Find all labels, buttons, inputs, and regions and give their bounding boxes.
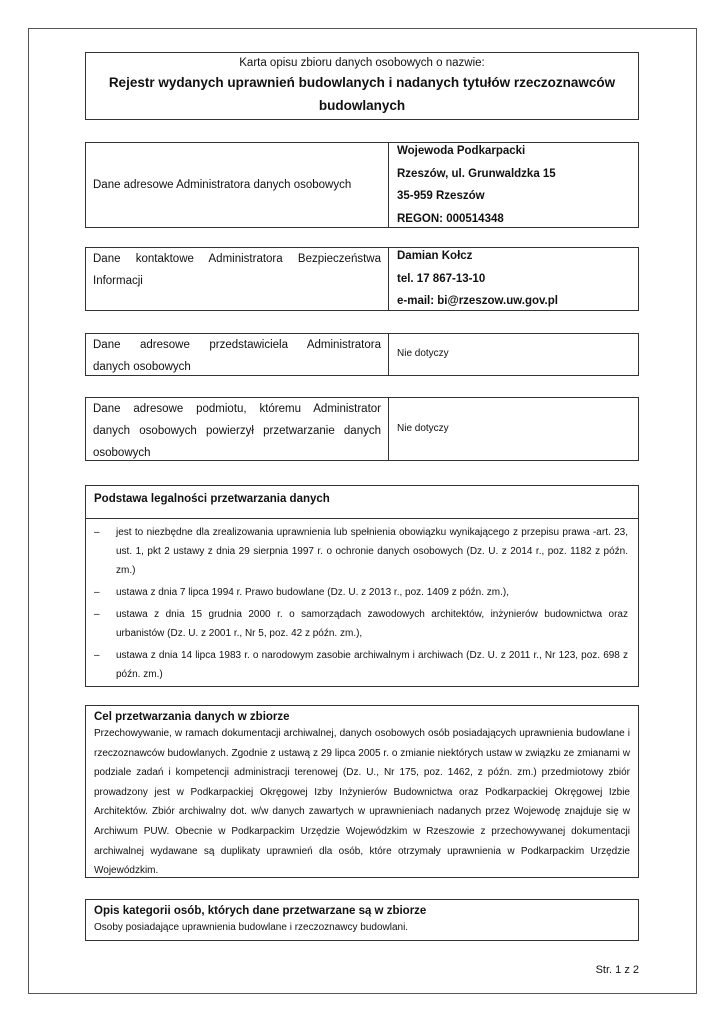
- purpose-text: Przechowywanie, w ramach dokumentacji archiwalnej, danych osobowych osób posiadających uprawnienia budowlane i rzeczoznawców budowlanych. Zgodnie z ustawą z 29 lipca 2005 r. o zmianie niektórych ustaw w związku ze zmianami w podziale zadań i kompetencji administracji terenowej (Dz. U., Nr 175, poz. 1462, z późn. zm.) przedmiotowy zbiór prowadzony jest w Podkarpackiej Okręgowej Izby Inżynierów Budownictwa oraz Podkarpackiej Okręgowej Izbie Architektów. Zbiór archiwalny dot. w/w danych zawartych w uprawnieniach nadanych przez Wojewodę znajduje się w Archiwum PUW. Obecnie w Podkarpackim Urzędzie Wojewódzkim w Rzeszowie z przechowywanej dokumentacji archiwalnej wydawane są duplikaty uprawnień dla osób, które otrzymały uprawnienia w Podkarpackim Urzędzie Wojewódzkim.: [94, 728, 630, 877]
- rep-label-line2: danych osobowych: [93, 361, 191, 373]
- dash-marker: –: [94, 650, 100, 661]
- admin-street: Rzeszów, ul. Grunwaldzka 15: [397, 167, 556, 180]
- representative-label: [86, 334, 389, 375]
- admin-address-label: Dane adresowe Administratora danych osobowych: [86, 143, 389, 227]
- purpose-heading: Cel przetwarzania danych w zbiorze: [94, 711, 290, 723]
- legal-basis-item: [86, 583, 638, 602]
- categories-text: Osoby posiadające uprawnienia budowlane i rzeczoznawcy budowlani.: [94, 922, 409, 933]
- purpose-section: [85, 705, 639, 878]
- page-number: Str. 1 z 2: [595, 964, 639, 976]
- legal-basis-section: [85, 485, 639, 687]
- admin-name: Wojewoda Podkarpacki: [397, 145, 526, 157]
- abi-contact-label: [86, 248, 389, 310]
- rep-label-line1: Dane adresowe przedstawiciela Administratora: [93, 339, 381, 351]
- abi-label-line2: Informacji: [93, 275, 143, 287]
- admin-address-table: [85, 142, 639, 228]
- dash-marker: –: [94, 527, 100, 538]
- categories-heading: Opis kategorii osób, których dane przetwarzane są w zbiorze: [94, 905, 427, 917]
- proc-label-line1: Dane adresowe podmiotu, któremu Administrator: [93, 403, 381, 415]
- abi-contact-table: [85, 247, 639, 311]
- admin-address-value: [389, 143, 638, 227]
- representative-value: Nie dotyczy: [397, 348, 449, 360]
- pre-title: Karta opisu zbioru danych osobowych o nazwie:: [239, 57, 485, 69]
- legal-basis-item-text: ustawa z dnia 14 lipca 1983 r. o narodowym zasobie archiwalnym i archiwach (Dz. U. z 2011 r., Nr 123, poz. 698 z późn. zm.): [116, 650, 628, 680]
- abi-contact-value: [389, 248, 638, 310]
- legal-basis-item: [86, 605, 638, 643]
- dash-marker: –: [94, 609, 100, 620]
- document-title: Rejestr wydanych uprawnień budowlanych i nadanych tytułów rzeczoznawców budowlanych: [108, 75, 616, 113]
- title-box: [85, 52, 639, 120]
- legal-basis-item: [86, 646, 638, 684]
- processor-label: [86, 398, 389, 460]
- admin-regon: REGON: 000514348: [397, 212, 504, 225]
- admin-city: 35-959 Rzeszów: [397, 190, 485, 202]
- abi-email: e-mail: bi@rzeszow.uw.gov.pl: [397, 295, 558, 308]
- legal-basis-item-text: jest to niezbędne dla zrealizowania uprawnienia lub spełnienia obowiązku wynikającego z przepisu prawa -art. 23, ust. 1, pkt 2 ustawy z dnia 29 sierpnia 1997 r. o ochronie danych osobowych (Dz. U. z 2014 r., poz. 1182 z późn. zm.): [116, 527, 628, 576]
- proc-label-line2: danych osobowych powierzył przetwarzanie danych: [93, 425, 381, 437]
- abi-name: Damian Kołcz: [397, 250, 473, 263]
- processor-value: Nie dotyczy: [397, 422, 449, 434]
- legal-basis-heading: Podstawa legalności przetwarzania danych: [86, 486, 638, 519]
- legal-basis-item: [86, 523, 638, 580]
- abi-phone: tel. 17 867-13-10: [397, 272, 486, 285]
- legal-basis-item-text: ustawa z dnia 7 lipca 1994 r. Prawo budowlane (Dz. U. z 2013 r., poz. 1409 z późn. zm.),: [116, 587, 509, 598]
- legal-basis-item-text: ustawa z dnia 15 grudnia 2000 r. o samorządach zawodowych architektów, inżynierów budownictwa oraz urbanistów (Dz. U. z 2001 r., Nr 5, poz. 42 z późn. zm.),: [116, 609, 628, 639]
- proc-label-line3: osobowych: [93, 447, 151, 459]
- abi-label-line1: Dane kontaktowe Administratora Bezpieczeństwa: [93, 253, 381, 265]
- categories-section: [85, 899, 639, 941]
- dash-marker: –: [94, 587, 100, 598]
- representative-table: [85, 333, 639, 376]
- processor-table: [85, 397, 639, 461]
